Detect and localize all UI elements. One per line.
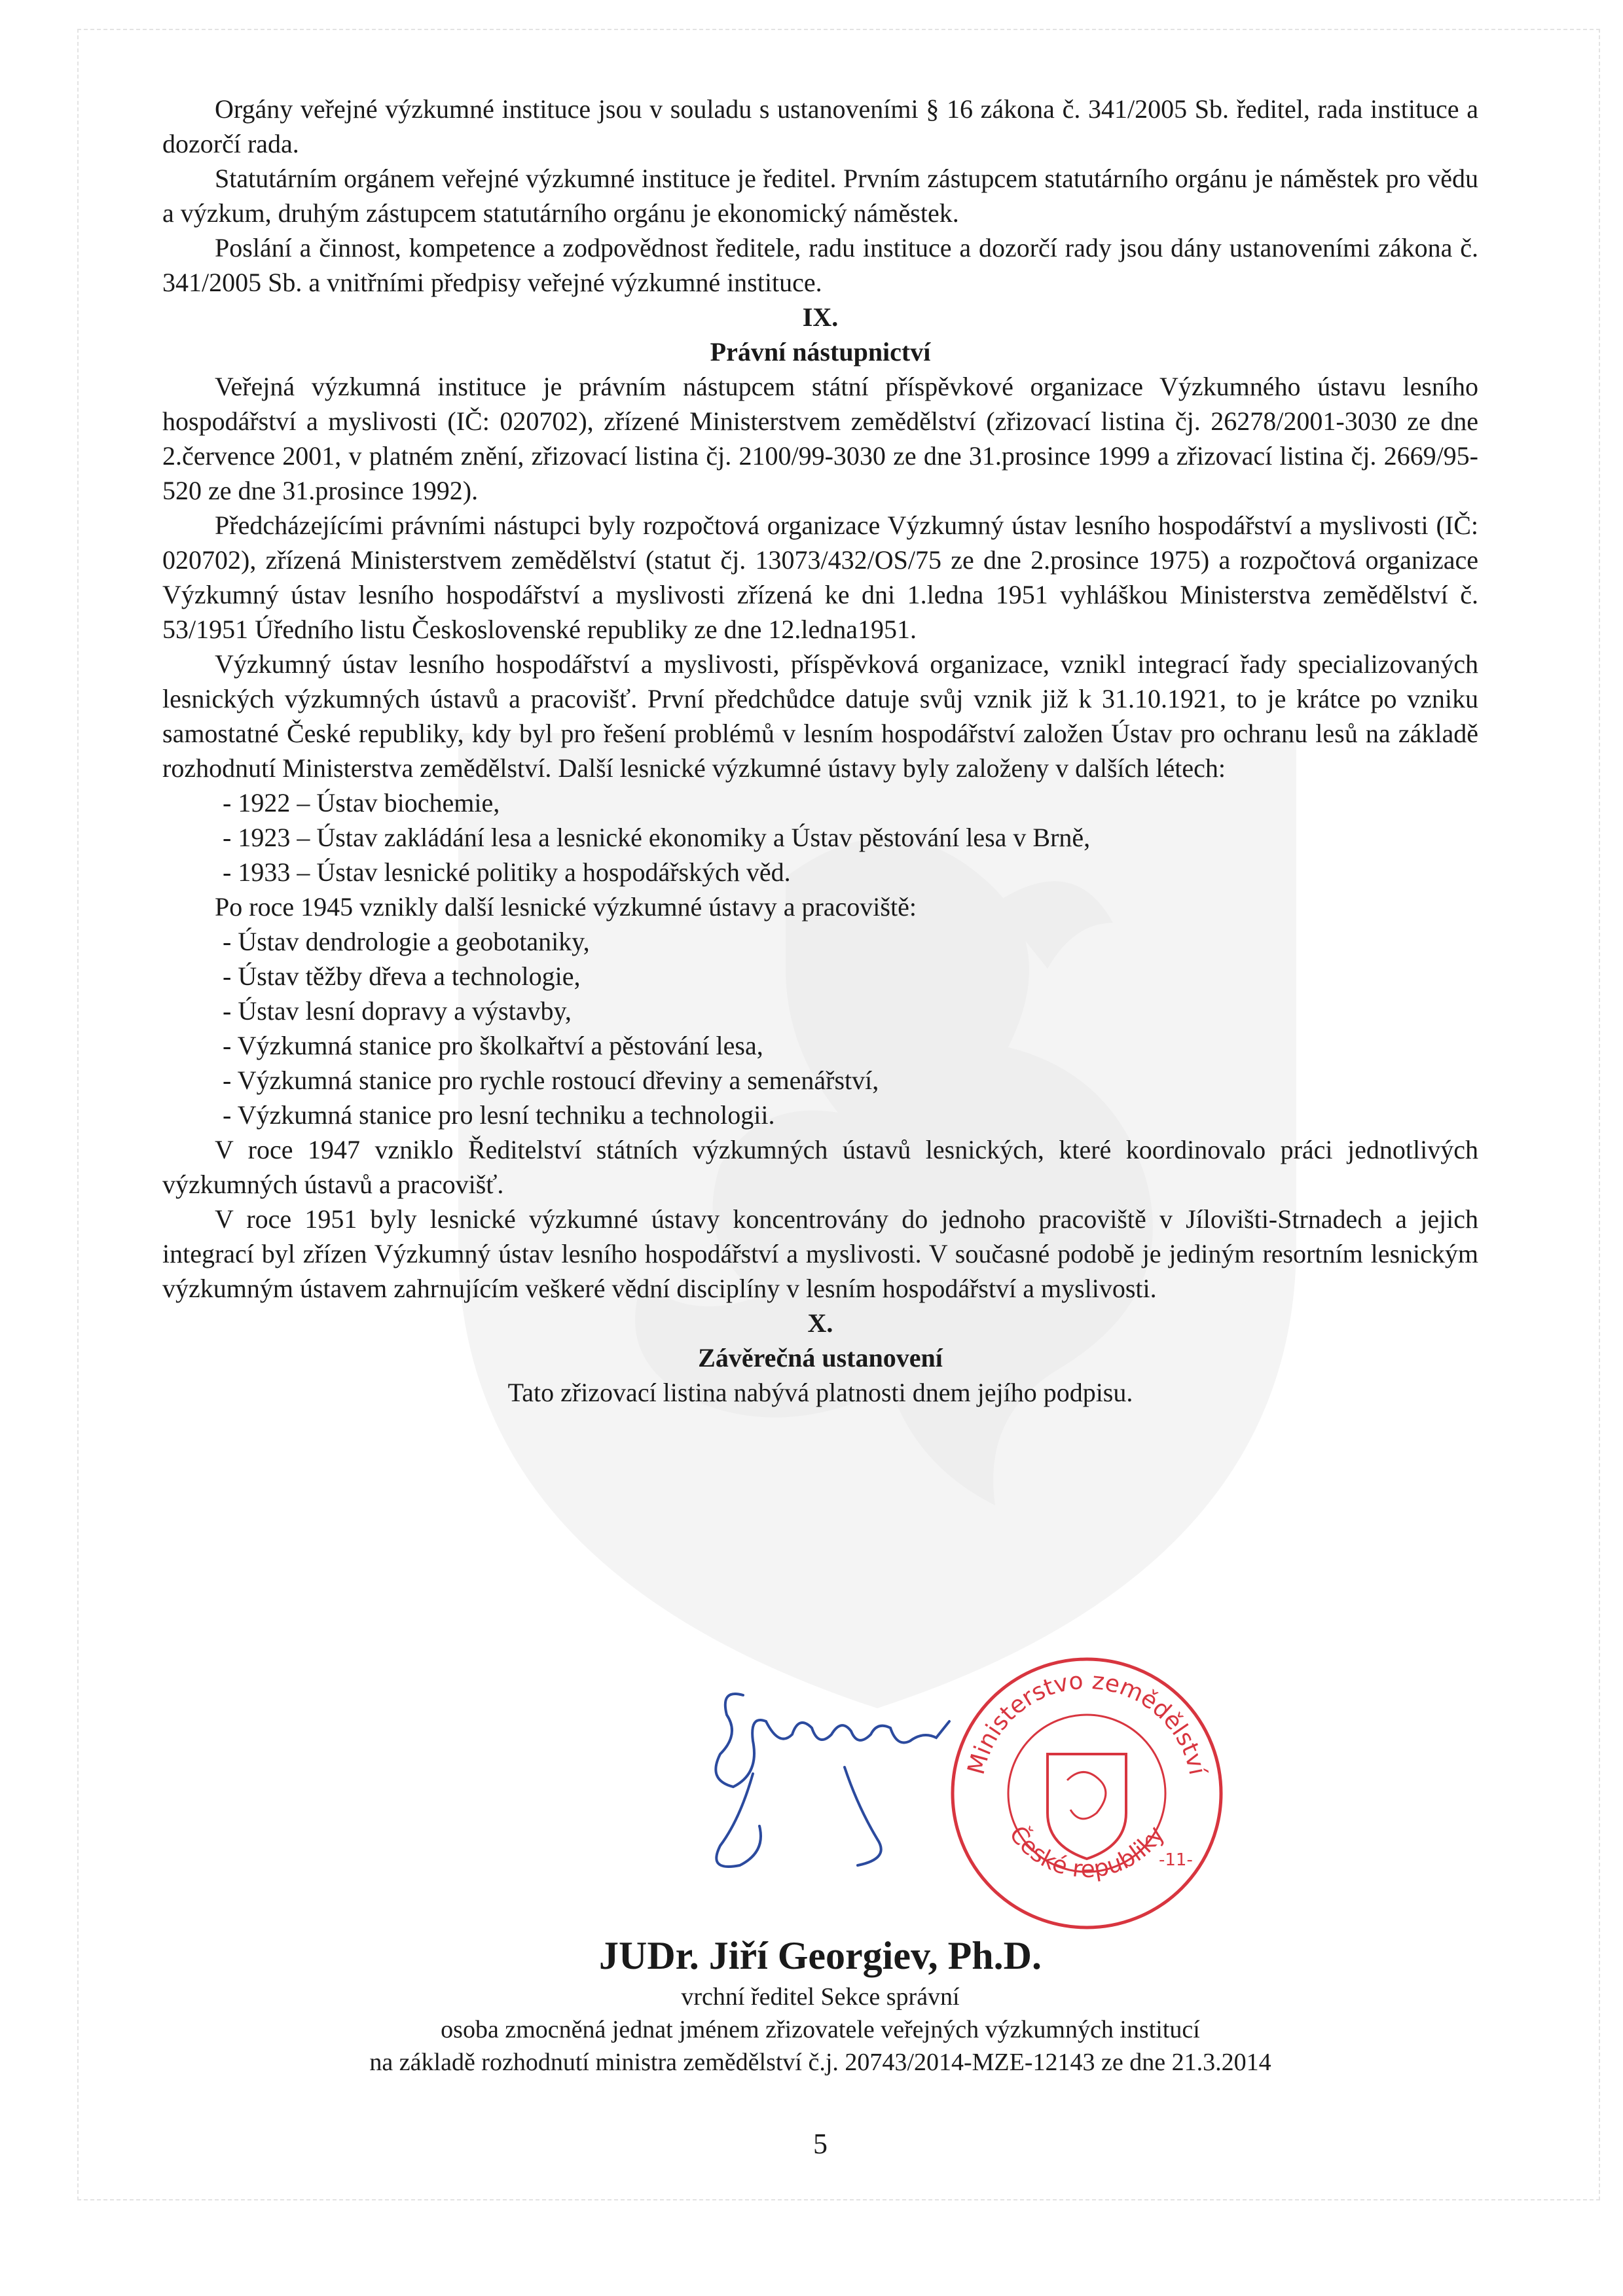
list-item: - Ústav lesní dopravy a výstavby, (223, 996, 572, 1026)
signer-authorization: osoba zmocněná jednat jménem zřizovatele veřejných výzkumných institucí (441, 2016, 1200, 2043)
signer-title: vrchní ředitel Sekce správní (681, 1983, 960, 2011)
paragraph-mission: Poslání a činnost, kompetence a zodpovědnost ředitele, radu instituce a dozorčí rady jsou dány ustanoveními zákona č. 341/2005 Sb. a vnitřními předpisy veřejné výzkumné instituce. (162, 233, 1478, 297)
signer-block (162, 1931, 1478, 2079)
stamp-text-top: Ministerstvo zemědělství (962, 1667, 1211, 1778)
signer-name: JUDr. Jiří Georgiev, Ph.D. (598, 1934, 1042, 1977)
paragraph-legal-successor: Veřejná výzkumná instituce je právním nástupcem státní příspěvkové organizace Výzkumného ústavu lesního hospodářství a myslivosti (IČ: 020702), zřízené Ministerstvem zemědělství (zřizovací listina čj. 26278/2001-3030 ze dne 2.července 2001, v platném znění, zřizovací listina čj. 2100/99-3030 ze dne 31.prosince 1999 a zřizovací listina čj. 2669/95-520 ze dne 31.prosince 1992). (162, 372, 1478, 505)
list-item: - Výzkumná stanice pro lesní techniku a technologii. (223, 1100, 775, 1130)
signer-decision-reference: na základě rozhodnutí ministra zemědělství č.j. 20743/2014-MZE-12143 ze dne 21.3.2014 (369, 2049, 1271, 2076)
page-number: 5 (813, 2128, 828, 2160)
section-x-number: X. (807, 1308, 833, 1338)
paragraph-statutory-body: Statutárním orgánem veřejné výzkumné instituce je ředitel. Prvním zástupcem statutárního orgánu je náměstek pro vědu a výzkum, druhým zástupcem statutárního orgánu je ekonomický náměstek. (162, 164, 1478, 228)
list-item: - 1933 – Ústav lesnické politiky a hospodářských věd. (223, 857, 791, 887)
section-ix-title: Právní nástupnictví (710, 337, 931, 367)
list-item: - 1923 – Ústav zakládání lesa a lesnické ekonomiky a Ústav pěstování lesa v Brně, (223, 823, 1091, 852)
list-item: - 1922 – Ústav biochemie, (223, 788, 500, 817)
ministry-stamp (943, 1649, 1231, 1937)
institutes-list-before-1945 (162, 785, 1478, 889)
paragraph-organs: Orgány veřejné výzkumné instituce jsou v souladu s ustanoveními § 16 zákona č. 341/2005 Sb. ředitel, rada instituce a dozorčí rada. (162, 94, 1478, 158)
paragraph-1951: V roce 1951 byly lesnické výzkumné ústavy koncentrovány do jednoho pracoviště v Jílovišti-Strnadech a jejich integrací byl zřízen Výzkumný ústav lesního hospodářství a myslivosti. V současné podobě je jediným resortním lesnickým výzkumným ústavem zahrnujícím veškeré vědní disciplíny v lesním hospodářství a myslivosti. (162, 1204, 1478, 1303)
section-ix-number: IX. (802, 302, 839, 332)
stamp-text-bottom: České republiky (1004, 1821, 1170, 1884)
paragraph-predecessors: Předcházejícími právními nástupci byly rozpočtová organizace Výzkumný ústav lesního hospodářství a myslivosti (IČ: 020702), zřízená Ministerstvem zemědělství (statut čj. 13073/432/OS/75 ze dne 2.prosince 1975) a rozpočtová organizace Výzkumný ústav lesního hospodářství a myslivosti zřízená ke dni 1.ledna 1951 vyhláškou Ministerstva zemědělství č. 53/1951 Úředního listu Československé republiky ze dne 12.ledna1951. (162, 511, 1478, 644)
paragraph-1947: V roce 1947 vzniklo Ředitelství státních výzkumných ústavů lesnických, které koordinovalo práci jednotlivých výzkumných ústavů a pracovišť. (162, 1135, 1478, 1199)
list-item: - Ústav těžby dřeva a technologie, (223, 961, 581, 991)
list-item: - Výzkumná stanice pro školkařtví a pěstování lesa, (223, 1031, 763, 1060)
section-x-title: Závěrečná ustanovení (698, 1343, 943, 1372)
institutes-list-after-1945 (162, 924, 1478, 1132)
paragraph-after-1945: Po roce 1945 vznikly další lesnické výzkumné ústavy a pracoviště: (215, 892, 917, 922)
list-item: - Výzkumná stanice pro rychle rostoucí dřeviny a semenářství, (223, 1066, 879, 1095)
paragraph-history: Výzkumný ústav lesního hospodářství a myslivosti, příspěvková organizace, vznikl integrací řady specializovaných lesnických výzkumných ústavů a pracovišť. První předchůdce datuje svůj vznik již k 31.10.1921, to je krátce po vzniku samostatné České republiky, kdy byl pro řešení problémů v lesním hospodářství založen Ústav pro ochranu lesů na základě rozhodnutí Ministerstva zemědělství. Další lesnické výzkumné ústavy byly založeny v dalších létech: (162, 649, 1478, 783)
list-item: - Ústav dendrologie a geobotaniky, (223, 927, 590, 956)
document-body (162, 92, 1478, 1410)
validity-statement: Tato zřizovací listina nabývá platnosti dnem jejího podpisu. (507, 1378, 1133, 1407)
stamp-number: -11- (1159, 1850, 1193, 1870)
